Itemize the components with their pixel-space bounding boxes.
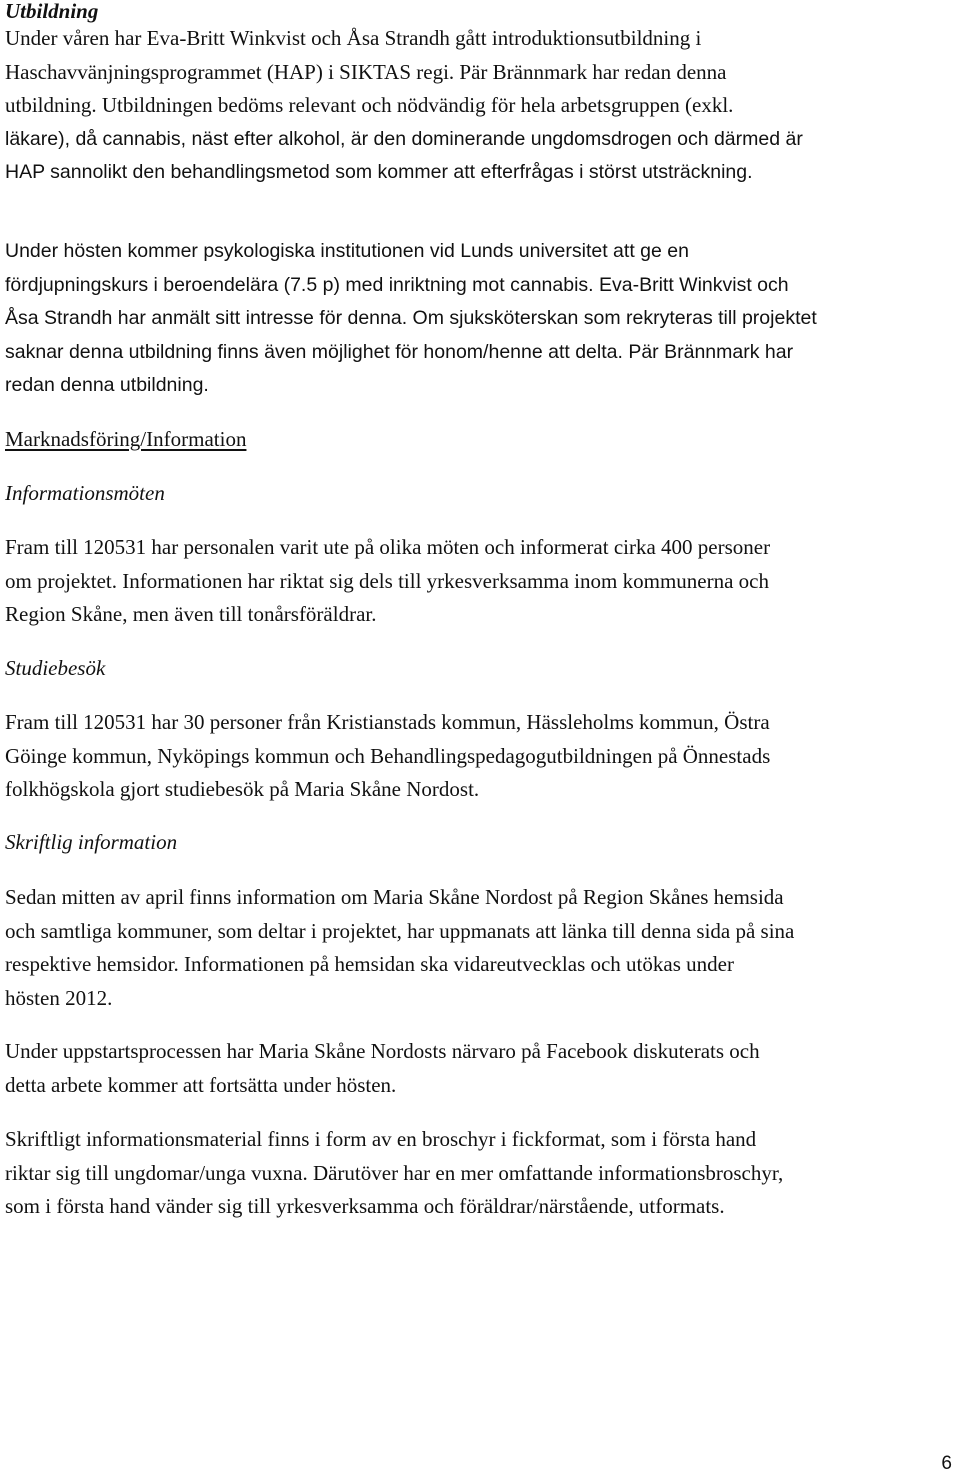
paragraph-line: fördjupningskurs i beroendelära (7.5 p) med inriktning mot cannabis. Eva-Britt Winkvist och [5, 273, 789, 296]
heading-utbildning: Utbildning [5, 0, 99, 23]
paragraph-informationsmoten [5, 531, 955, 632]
paragraph-fordjupningskurs [5, 235, 955, 403]
paragraph-facebook [5, 1035, 955, 1102]
paragraph-line: Göinge kommun, Nyköpings kommun och Behandlingspedagogutbildningen på Önnestads [5, 743, 771, 768]
paragraph-line: och samtliga kommuner, som deltar i projektet, har uppmanats att länka till denna sida på sina [5, 918, 795, 943]
paragraph-line: HAP sannolikt den behandlingsmetod som kommer att efterfrågas i störst utsträckning. [5, 161, 753, 184]
paragraph-line: Haschavvänjningsprogrammet (HAP) i SIKTAS regi. Pär Brännmark har redan denna [5, 59, 727, 84]
paragraph-line: Region Skåne, men även till tonårsföräldrar. [5, 602, 377, 627]
paragraph-line: folkhögskola gjort studiebesök på Maria Skåne Nordost. [5, 777, 480, 802]
paragraph-line: Fram till 120531 har 30 personer från Kristianstads kommun, Hässleholms kommun, Östra [5, 710, 770, 734]
paragraph-line: läkare), då cannabis, näst efter alkohol, är den dominerande ungdomsdrogen och därmed är [5, 127, 803, 150]
paragraph-line: Åsa Strandh har anmält sitt intresse för denna. Om sjuksköterskan som rekryteras till projektet [5, 307, 817, 330]
paragraph-line: respektive hemsidor. Informationen på hemsidan ska vidareutvecklas och utökas under [5, 952, 734, 977]
heading-informationsmoten: Informationsmöten [5, 481, 165, 505]
paragraph-line: hösten 2012. [5, 985, 113, 1010]
paragraph-line: Skriftligt informationsmaterial finns i form av en broschyr i fickformat, som i första hand [5, 1127, 757, 1151]
paragraph-line: som i första hand vänder sig till yrkesverksamma och föräldrar/närstående, utformats. [5, 1194, 725, 1219]
heading-skriftlig-information: Skriftlig information [5, 830, 178, 854]
paragraph-broschyr [5, 1123, 955, 1224]
paragraph-hemsida [5, 881, 955, 1015]
paragraph-line: saknar denna utbildning finns även möjlighet för honom/henne att delta. Pär Brännmark har [5, 340, 794, 363]
heading-studiebesok: Studiebesök [5, 656, 106, 680]
paragraph-line: detta arbete kommer att fortsätta under hösten. [5, 1072, 397, 1097]
paragraph-line: om projektet. Informationen har riktat sig dels till yrkesverksamma inom kommunerna och [5, 568, 769, 593]
paragraph-line: Under våren har Eva-Britt Winkvist och Åsa Strandh gått introduktionsutbildning i [5, 26, 702, 50]
paragraph-line: utbildning. Utbildningen bedöms relevant och nödvändig för hela arbetsgruppen (exkl. [5, 93, 734, 118]
paragraph-line: redan denna utbildning. [5, 374, 209, 397]
paragraph-studiebesok [5, 706, 955, 807]
paragraph-utbildning-hap [5, 22, 955, 190]
paragraph-line: riktar sig till ungdomar/unga vuxna. Därutöver har en mer omfattande informationsbroschyr, [5, 1160, 784, 1185]
paragraph-line: Under uppstartsprocessen har Maria Skåne Nordosts närvaro på Facebook diskuterats och [5, 1039, 760, 1063]
heading-marknadsforing: Marknadsföring/Information [5, 427, 247, 451]
paragraph-line: Sedan mitten av april finns information om Maria Skåne Nordost på Region Skånes hemsida [5, 885, 784, 909]
paragraph-line: Fram till 120531 har personalen varit ute på olika möten och informerat cirka 400 personer [5, 535, 771, 559]
paragraph-line: Under hösten kommer psykologiska institutionen vid Lunds universitet att ge en [5, 240, 689, 262]
page-number: 6 [941, 1453, 952, 1474]
